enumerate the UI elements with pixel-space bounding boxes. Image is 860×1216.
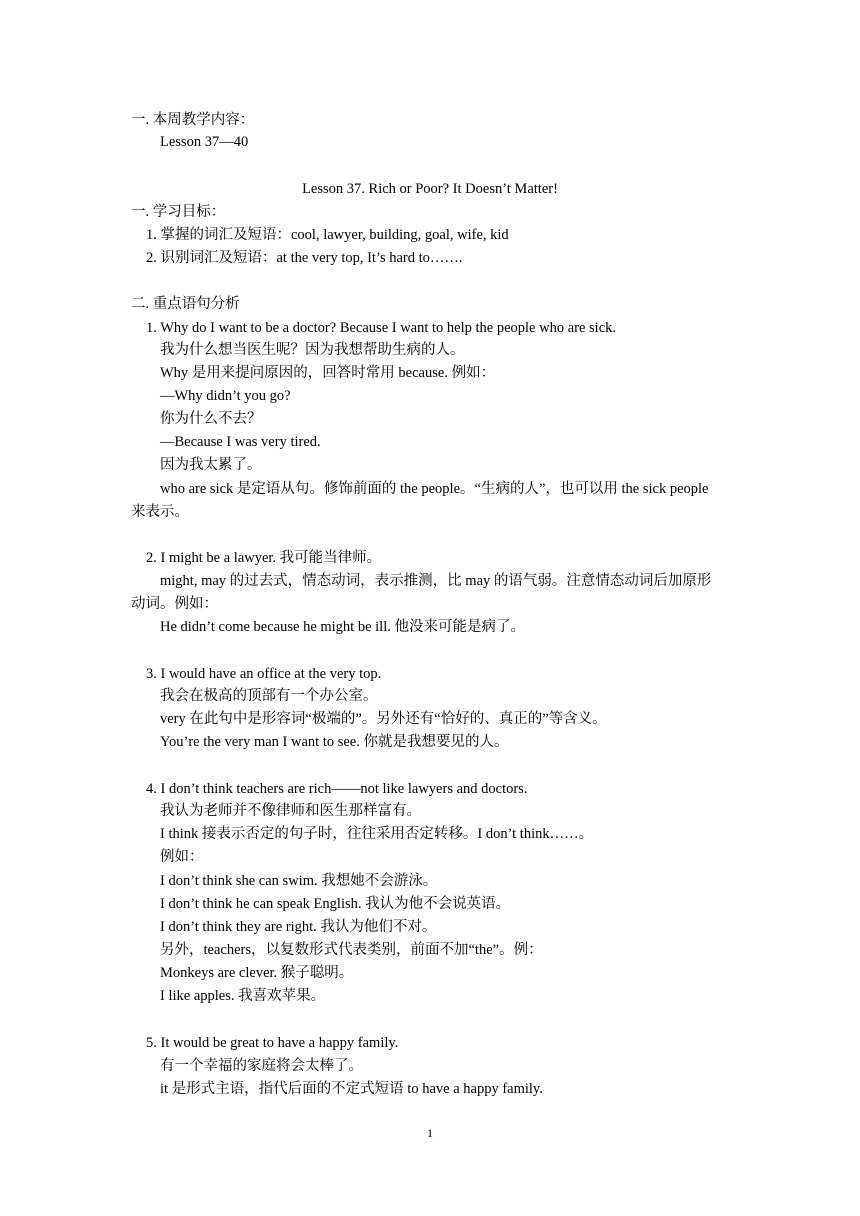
- point-4-note-2: 另外，teachers，以复数形式代表类别，前面不加“the”。例：: [160, 942, 543, 958]
- point-1-example-question-cn: 你为什么不去？: [160, 411, 262, 427]
- section-heading-analysis: 二. 重点语句分析: [131, 296, 240, 312]
- point-2-sentence: 2. I might be a lawyer. 我可能当律师。: [146, 550, 382, 566]
- point-1-sentence: 1. Why do I want to be a doctor? Because I want to help the people who are sick.: [146, 320, 617, 336]
- point-3-example: You’re the very man I want to see. 你就是我想要见的人。: [160, 734, 509, 750]
- point-3-note: very 在此句中是形容词“极端的”。另外还有“恰好的、真正的”等含义。: [160, 711, 607, 727]
- point-4-example-1: I don’t think she can swim. 我想她不会游泳。: [160, 873, 438, 889]
- point-1-note: Why 是用来提问原因的，回答时常用 because. 例如：: [160, 365, 496, 381]
- point-4-example-3: I don’t think they are right. 我认为他们不对。: [160, 919, 437, 935]
- point-1-clause-note-cont: 来表示。: [131, 504, 189, 520]
- point-4-sentence: 4. I don’t think teachers are rich——not like lawyers and doctors.: [146, 781, 528, 797]
- point-4-eg: 例如：: [160, 849, 204, 865]
- point-1-example-answer: —Because I was very tired.: [160, 434, 321, 450]
- point-4-example-5: I like apples. 我喜欢苹果。: [160, 988, 326, 1004]
- point-5-translation: 有一个幸福的家庭将会太棒了。: [160, 1058, 363, 1074]
- page-number: 1: [427, 1126, 433, 1140]
- point-2-example: He didn’t come because he might be ill. 他没来可能是病了。: [160, 619, 525, 635]
- point-1-translation: 我为什么想当医生呢？因为我想帮助生病的人。: [160, 342, 465, 358]
- point-1-example-answer-cn: 因为我太累了。: [160, 457, 262, 473]
- section-heading-goals: 一. 学习目标：: [131, 204, 226, 220]
- point-5-note: it 是形式主语，指代后面的不定式短语 to have a happy family.: [160, 1081, 543, 1097]
- point-4-translation: 我认为老师并不像律师和医生那样富有。: [160, 803, 421, 819]
- point-5-sentence: 5. It would be great to have a happy family.: [146, 1035, 399, 1051]
- point-4-note: I think 接表示否定的句子时，往往采用否定转移。I don’t think……。: [160, 826, 594, 842]
- point-3-translation: 我会在极高的顶部有一个办公室。: [160, 688, 378, 704]
- point-3-sentence: 3. I would have an office at the very top.: [146, 666, 382, 682]
- point-2-note: might, may 的过去式，情态动词，表示推测，比 may 的语气弱。注意情态动词后加原形: [160, 573, 712, 589]
- point-2-note-cont: 动词。例如：: [131, 596, 218, 612]
- lesson-title: Lesson 37. Rich or Poor? It Doesn’t Matter!: [302, 181, 558, 197]
- goal-item-1: 1. 掌握的词汇及短语：cool, lawyer, building, goal, wife, kid: [146, 227, 509, 243]
- point-1-example-question: —Why didn’t you go?: [160, 388, 291, 404]
- lessons-range: Lesson 37—40: [160, 134, 249, 150]
- point-4-example-2: I don’t think he can speak English. 我认为他不会说英语。: [160, 896, 511, 912]
- point-1-clause-note: who are sick 是定语从句。修饰前面的 the people。“生病的人”，也可以用 the sick people: [160, 481, 709, 497]
- point-4-example-4: Monkeys are clever. 猴子聪明。: [160, 965, 354, 981]
- section-heading-content: 一. 本周教学内容：: [131, 112, 255, 128]
- goal-item-2: 2. 识别词汇及短语：at the very top, It’s hard to…….: [146, 250, 463, 266]
